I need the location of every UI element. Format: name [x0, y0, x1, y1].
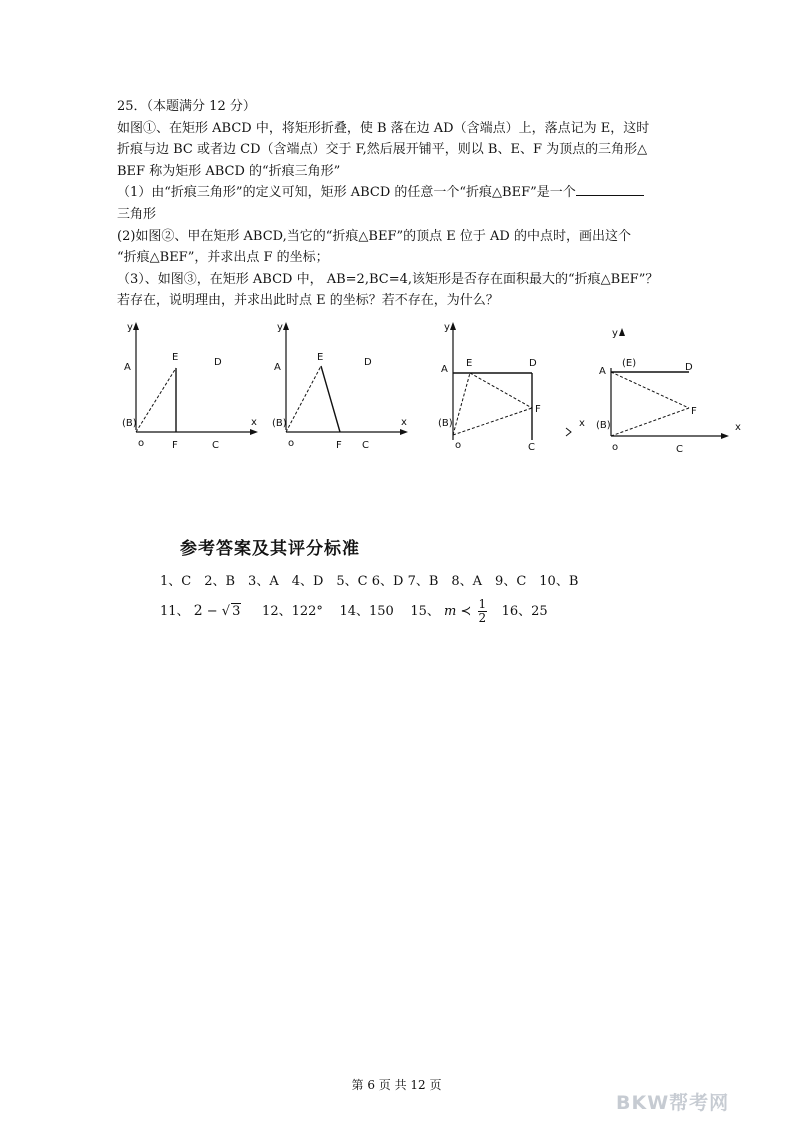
- label-B: (B): [438, 418, 453, 429]
- label-A: A: [599, 366, 606, 377]
- label-E: (E): [622, 358, 637, 369]
- label-D: D: [364, 357, 372, 368]
- label-y: y: [444, 322, 450, 333]
- label-D: D: [685, 362, 693, 373]
- label-x: x: [579, 418, 585, 429]
- label-A: A: [441, 364, 448, 375]
- label-F: F: [691, 406, 697, 417]
- part2-line: “折痕△BEF”，并求出点 F 的坐标；: [117, 250, 329, 266]
- figure-3: [428, 320, 588, 470]
- label-B: (B): [596, 420, 611, 431]
- answer-15-fraction: [478, 598, 488, 625]
- figure-4: [592, 320, 750, 470]
- label-O: o: [455, 440, 462, 451]
- label-y: y: [612, 328, 618, 339]
- answers-line-1: 1、C 2、B 3、A 4、D 5、C 6、D 7、B 8、A 9、C 10、B: [160, 574, 579, 589]
- answer-14: 14、150: [339, 604, 394, 619]
- figure-1: [110, 320, 270, 470]
- part1-tail: 三角形: [117, 206, 157, 222]
- answer-16: 16、25: [501, 604, 548, 619]
- question-heading: 25．（本题满分 12 分）: [117, 99, 256, 114]
- label-x: x: [735, 422, 741, 433]
- part2-line: (2)如图②、甲在矩形 ABCD,当它的“折痕△BEF”的顶点 E 位于 AD 的中点时，画出这个: [117, 228, 631, 244]
- label-B: (B): [122, 418, 137, 429]
- part3-line: （3）、如图③，在矩形 ABCD 中， AB=2,BC=4,该矩形是否存在面积最大的“折痕△BEF”？: [117, 271, 659, 287]
- label-C: C: [676, 444, 683, 455]
- label-C: C: [362, 440, 369, 451]
- fraction-denominator: 2: [478, 611, 487, 625]
- answer-15-label: 15、: [410, 604, 440, 619]
- answer-11-radicand: 3: [232, 604, 241, 619]
- label-E: E: [317, 352, 324, 363]
- answers-title: 参考答案及其评分标准: [180, 539, 360, 559]
- sqrt-icon: √: [221, 604, 231, 619]
- label-F: F: [172, 440, 178, 451]
- watermark-logo: BKW帮考网: [616, 1092, 730, 1114]
- page-footer: 第 6 页 共 12 页: [351, 1078, 442, 1092]
- fraction-numerator: 1: [478, 597, 487, 611]
- answer-11-label: 11、: [160, 604, 190, 619]
- label-E: E: [466, 358, 473, 369]
- answer-12: 12、122°: [262, 604, 323, 619]
- label-D: D: [529, 358, 537, 369]
- part1-text: （1）由“折痕三角形”的定义可知，矩形 ABCD 的任意一个“折痕△BEF”是一个: [117, 185, 576, 201]
- label-A: A: [124, 362, 131, 373]
- label-F: F: [336, 440, 342, 451]
- answer-11-int: 2: [193, 603, 203, 619]
- label-O: o: [138, 438, 145, 449]
- label-O: o: [612, 442, 619, 453]
- label-O: o: [288, 438, 295, 449]
- label-x: x: [251, 417, 257, 428]
- part1: [117, 182, 697, 204]
- answers-line-2: [160, 598, 548, 625]
- question-line: 如图①、在矩形 ABCD 中，将矩形折叠，使 B 落在边 AD（含端点）上，落点记为 E，这时: [117, 120, 650, 136]
- answer-15-var: m: [444, 604, 457, 619]
- label-D: D: [214, 357, 222, 368]
- part3-line: 若存在，说明理由，并求出此时点 E 的坐标？若不存在，为什么？: [117, 293, 499, 309]
- answer-11-minus: −: [206, 604, 218, 619]
- figure-2: [262, 320, 422, 470]
- label-C: C: [528, 442, 535, 453]
- label-E: E: [172, 352, 179, 363]
- question-line: 折痕与边 BC 或者边 CD（含端点）交于 F,然后展开铺平，则以 B、E、F 为顶点的三角形△: [117, 142, 648, 158]
- answer-blank: [576, 183, 644, 196]
- question-block: [117, 96, 697, 312]
- label-C: C: [212, 440, 219, 451]
- label-B: (B): [272, 418, 287, 429]
- label-x: x: [401, 417, 407, 428]
- question-line: BEF 称为矩形 ABCD 的“折痕三角形”: [117, 163, 341, 179]
- label-y: y: [277, 322, 283, 333]
- label-F: F: [535, 404, 541, 415]
- answer-15-op: ≺: [460, 604, 472, 619]
- figures-row: [110, 320, 750, 470]
- label-A: A: [274, 362, 281, 373]
- label-y: y: [127, 322, 133, 333]
